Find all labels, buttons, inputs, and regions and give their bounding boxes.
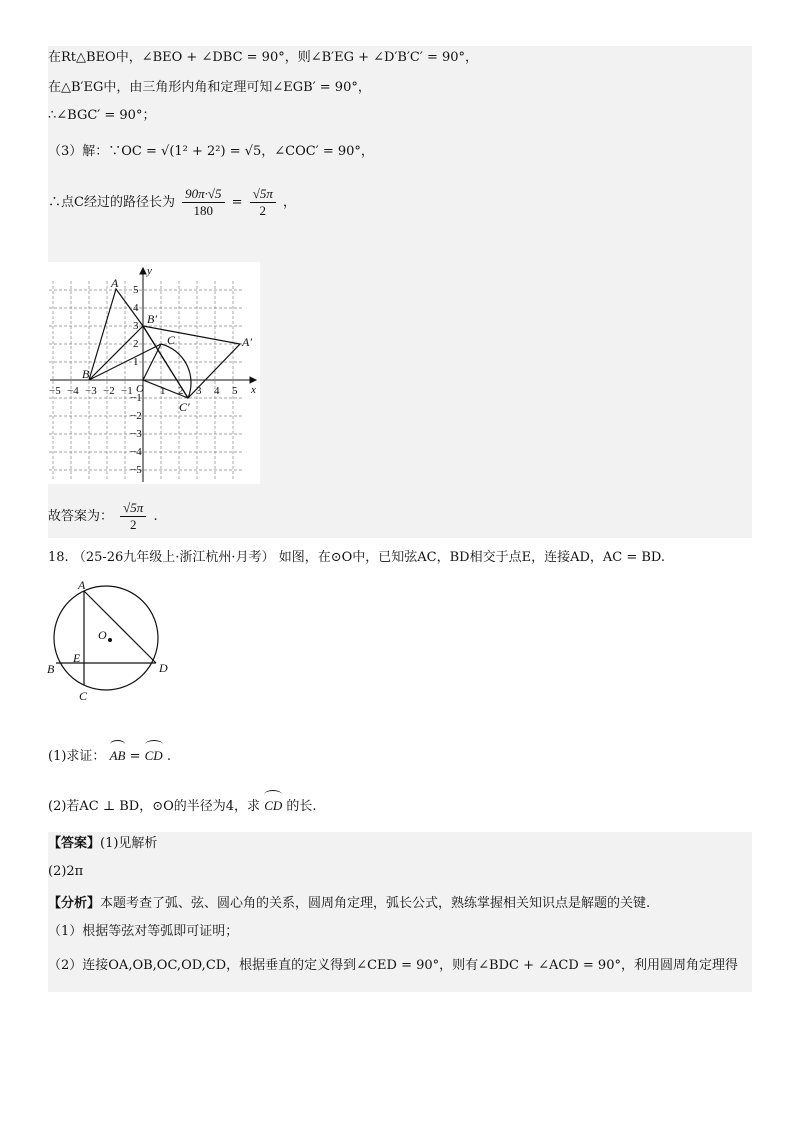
answer-header <box>48 834 157 854</box>
segment-ad <box>84 591 156 663</box>
fraction-1-den: 180 <box>193 203 214 218</box>
center-dot <box>108 638 112 642</box>
point-label-c: C <box>167 333 176 347</box>
y-tick-label: 5 <box>133 284 139 296</box>
x-tick-label: 2 <box>178 385 184 397</box>
part-1-suffix: . <box>166 749 171 764</box>
part-2-prefix: (2)若AC ⊥ BD，⊙O的半径为4，求 <box>48 799 261 814</box>
y-tick-label: 2 <box>133 338 139 350</box>
label-o: O <box>98 628 107 642</box>
x-tick-label: 4 <box>214 385 220 397</box>
path-length-prefix: ∴点C经过的路径长为 <box>48 195 175 210</box>
y-tick-label: 3 <box>133 320 139 332</box>
answer-part-2: (2)2π <box>48 864 84 879</box>
y-tick-label: −3 <box>130 428 142 440</box>
circle-labels <box>47 578 168 703</box>
step-2: （2）连接OA,OB,OC,OD,CD，根据垂直的定义得到∠CED = 90°，则有∠BDC + ∠ACD = 90°，利用圆周角定理得 <box>48 958 738 973</box>
y-tick-label: 1 <box>133 356 139 368</box>
label-c: C <box>79 689 88 703</box>
arc-ab: AB <box>110 742 126 766</box>
top-line-4: （3）解：∵OC = √(1² + 2²) = √5，∠COC′ = 90°， <box>48 144 374 159</box>
y-axis-label: y <box>147 265 152 277</box>
x-tick-label: −5 <box>49 385 61 397</box>
y-tick-label: −1 <box>130 392 142 404</box>
part-1 <box>48 742 171 767</box>
fraction-1-num: 90π·√5 <box>182 186 224 203</box>
top-line-2: 在△B′EG中，由三角形内角和定理可知∠EGB′ = 90°， <box>48 80 371 95</box>
question-18-header <box>48 548 665 568</box>
answer-part-1: (1)见解析 <box>100 836 158 851</box>
question-number: 18. <box>48 550 69 565</box>
part-1-prefix: (1)求证： <box>48 749 106 764</box>
analysis-line <box>48 894 650 914</box>
part-2-suffix: 的长. <box>286 799 317 814</box>
top-line-3: ∴∠BGC′ = 90°； <box>48 108 156 123</box>
question-stem: 如图，在⊙O中，已知弦AC，BD相交于点E，连接AD，AC = BD. <box>278 550 666 565</box>
top-line-5 <box>48 186 296 219</box>
fraction-1 <box>182 186 224 219</box>
answer-fraction-den: 2 <box>129 517 137 532</box>
label-d: D <box>159 661 168 675</box>
x-tick-label: −2 <box>103 385 115 397</box>
origin-label: O <box>136 383 144 395</box>
arc-cd: CD <box>145 742 163 766</box>
part-2 <box>48 792 317 817</box>
point-label-a1: A′ <box>242 335 252 349</box>
fraction-2-den: 2 <box>259 203 267 218</box>
graph-background <box>48 262 260 484</box>
answer-prefix: 故答案为： <box>48 509 114 524</box>
x-tick-label: −1 <box>121 385 133 397</box>
x-axis-label: x <box>251 384 256 396</box>
part-1-equals: = <box>129 749 145 764</box>
answer-fraction-num: √5π <box>120 500 146 517</box>
circle-figure <box>44 578 180 704</box>
y-tick-label: −2 <box>130 410 142 422</box>
equals-sign: = <box>231 195 243 210</box>
path-length-suffix: ， <box>282 195 296 210</box>
point-label-b: B <box>82 367 90 381</box>
point-label-a: A <box>111 276 119 290</box>
fraction-2 <box>250 186 276 219</box>
label-e: E <box>73 651 81 665</box>
coordinate-graph <box>48 262 260 484</box>
point-label-b1: B′ <box>147 312 157 326</box>
answer-suffix: . <box>153 509 158 524</box>
analysis-text: 本题考查了弧、弦、圆心角的关系，圆周角定理，弧长公式，熟练掌握相关知识点是解题的关键. <box>100 896 651 911</box>
answer-label: 【答案】 <box>48 836 101 851</box>
y-tick-label: 4 <box>133 302 139 314</box>
point-label-c1: C′ <box>179 400 190 414</box>
y-tick-label: −4 <box>130 446 142 458</box>
y-tick-label: −5 <box>130 464 142 476</box>
label-b: B <box>47 662 55 676</box>
question-source: （25-26九年级上·浙江杭州·月考） <box>72 550 275 565</box>
x-tick-label: −3 <box>85 385 97 397</box>
x-tick-label: −4 <box>67 385 79 397</box>
label-a: A <box>78 578 86 592</box>
x-tick-label: 1 <box>160 385 166 397</box>
fraction-2-num: √5π <box>250 186 276 203</box>
analysis-label: 【分析】 <box>48 896 101 911</box>
answer-line <box>48 500 158 533</box>
answer-fraction <box>120 500 146 533</box>
arc-cd-2: CD <box>264 792 282 816</box>
top-line-1: 在Rt△BEO中，∠BEO + ∠DBC = 90°，则∠B′EG + ∠D′B′C′ = 90°， <box>48 50 479 65</box>
x-tick-label: 3 <box>196 385 202 397</box>
step-1: （1）根据等弦对等弧即可证明； <box>48 924 239 939</box>
x-tick-label: 5 <box>232 385 238 397</box>
